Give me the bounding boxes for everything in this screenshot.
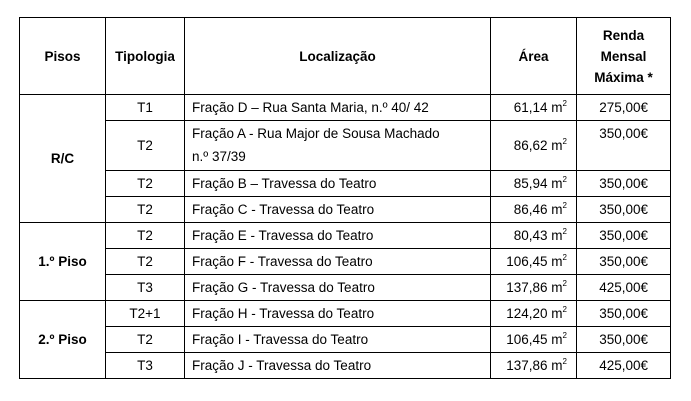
renda-cell: 350,00€ [577, 197, 671, 223]
renda-cell: 350,00€ [577, 249, 671, 275]
table-row [20, 197, 671, 223]
area-cell: 106,45 $m^2$ [491, 327, 577, 353]
renda-cell: 425,00€ [577, 353, 671, 379]
header-tipologia: Tipologia [106, 18, 185, 95]
area-value: 80,43 [513, 228, 548, 243]
localizacao-cell: Fração J - Travessa do Teatro [185, 353, 491, 379]
area-value: 61,14 [513, 100, 548, 115]
localizacao-cell: Fração B – Travessa do Teatro [185, 171, 491, 197]
tipologia-cell: T2 [106, 121, 185, 171]
renda-cell: 425,00€ [577, 275, 671, 301]
localizacao-line1: Fração A - Rua Major de Sousa Machado [192, 126, 440, 141]
area-value: 137,86 [506, 280, 548, 295]
area-cell: 137,86 $m^2$ [491, 275, 577, 301]
area-cell: 124,20 $m^2$ [491, 301, 577, 327]
area-cell: 61,14 $m^2$ [491, 95, 577, 121]
header-area: Área [491, 18, 577, 95]
area-value: 86,46 [513, 202, 548, 217]
header-renda [577, 18, 671, 95]
localizacao-cell: Fração D – Rua Santa Maria, n.º 40/ 42 [185, 95, 491, 121]
renda-cell: 350,00€ [577, 327, 671, 353]
table-row [20, 223, 671, 249]
header-row [20, 18, 671, 95]
tipologia-cell: T2 [106, 249, 185, 275]
header-renda-line1: Renda [602, 27, 645, 43]
tipologia-cell: T3 [106, 353, 185, 379]
header-renda-line2: Mensal [600, 48, 647, 64]
tipologia-cell: T1 [106, 95, 185, 121]
table-row [20, 249, 671, 275]
localizacao-cell: Fração C - Travessa do Teatro [185, 197, 491, 223]
renda-cell: 350,00€ [577, 301, 671, 327]
area-value: 85,94 [513, 176, 548, 191]
area-value: 124,20 [506, 306, 548, 321]
renda-cell: 350,00€ [577, 223, 671, 249]
area-cell: 86,46 $m^2$ [491, 197, 577, 223]
area-cell: 137,86 $m^2$ [491, 353, 577, 379]
localizacao-cell: Fração F - Travessa do Teatro [185, 249, 491, 275]
renda-cell: 275,00€ [577, 95, 671, 121]
area-value: 106,45 [506, 254, 548, 269]
renda-cell: 350,00€ [577, 171, 671, 197]
area-value: 137,86 [506, 358, 548, 373]
localizacao-cell: Fração G - Travessa do Teatro [185, 275, 491, 301]
tipologia-cell: T2 [106, 171, 185, 197]
renda-cell: 350,00€ [577, 121, 671, 171]
table-row [20, 121, 671, 171]
header-renda-line3: Máxima * [594, 69, 653, 85]
area-cell: 106,45 $m^2$ [491, 249, 577, 275]
localizacao-line2: n.º 37/39 [192, 149, 246, 164]
area-cell: 86,62 $m^2$ [491, 121, 577, 171]
localizacao-cell: Fração I - Travessa do Teatro [185, 327, 491, 353]
table-row [20, 275, 671, 301]
tipologia-cell: T3 [106, 275, 185, 301]
tipologia-cell: T2+1 [106, 301, 185, 327]
floor-piso1: 1.º Piso [20, 223, 106, 301]
table-row [20, 327, 671, 353]
localizacao-cell: Fração E - Travessa do Teatro [185, 223, 491, 249]
localizacao-cell [185, 121, 491, 171]
header-localizacao: Localização [185, 18, 491, 95]
table-row [20, 95, 671, 121]
table-row [20, 301, 671, 327]
tipologia-cell: T2 [106, 223, 185, 249]
area-cell: 85,94 $m^2$ [491, 171, 577, 197]
housing-table [19, 17, 671, 379]
area-value: 86,62 [513, 138, 548, 153]
tipologia-cell: T2 [106, 327, 185, 353]
table-row [20, 171, 671, 197]
tipologia-cell: T2 [106, 197, 185, 223]
header-pisos: Pisos [20, 18, 106, 95]
floor-rc: R/C [20, 95, 106, 223]
area-cell: 80,43 $m^2$ [491, 223, 577, 249]
floor-piso2: 2.º Piso [20, 301, 106, 379]
table-row [20, 353, 671, 379]
area-value: 106,45 [506, 332, 548, 347]
localizacao-cell: Fração H - Travessa do Teatro [185, 301, 491, 327]
